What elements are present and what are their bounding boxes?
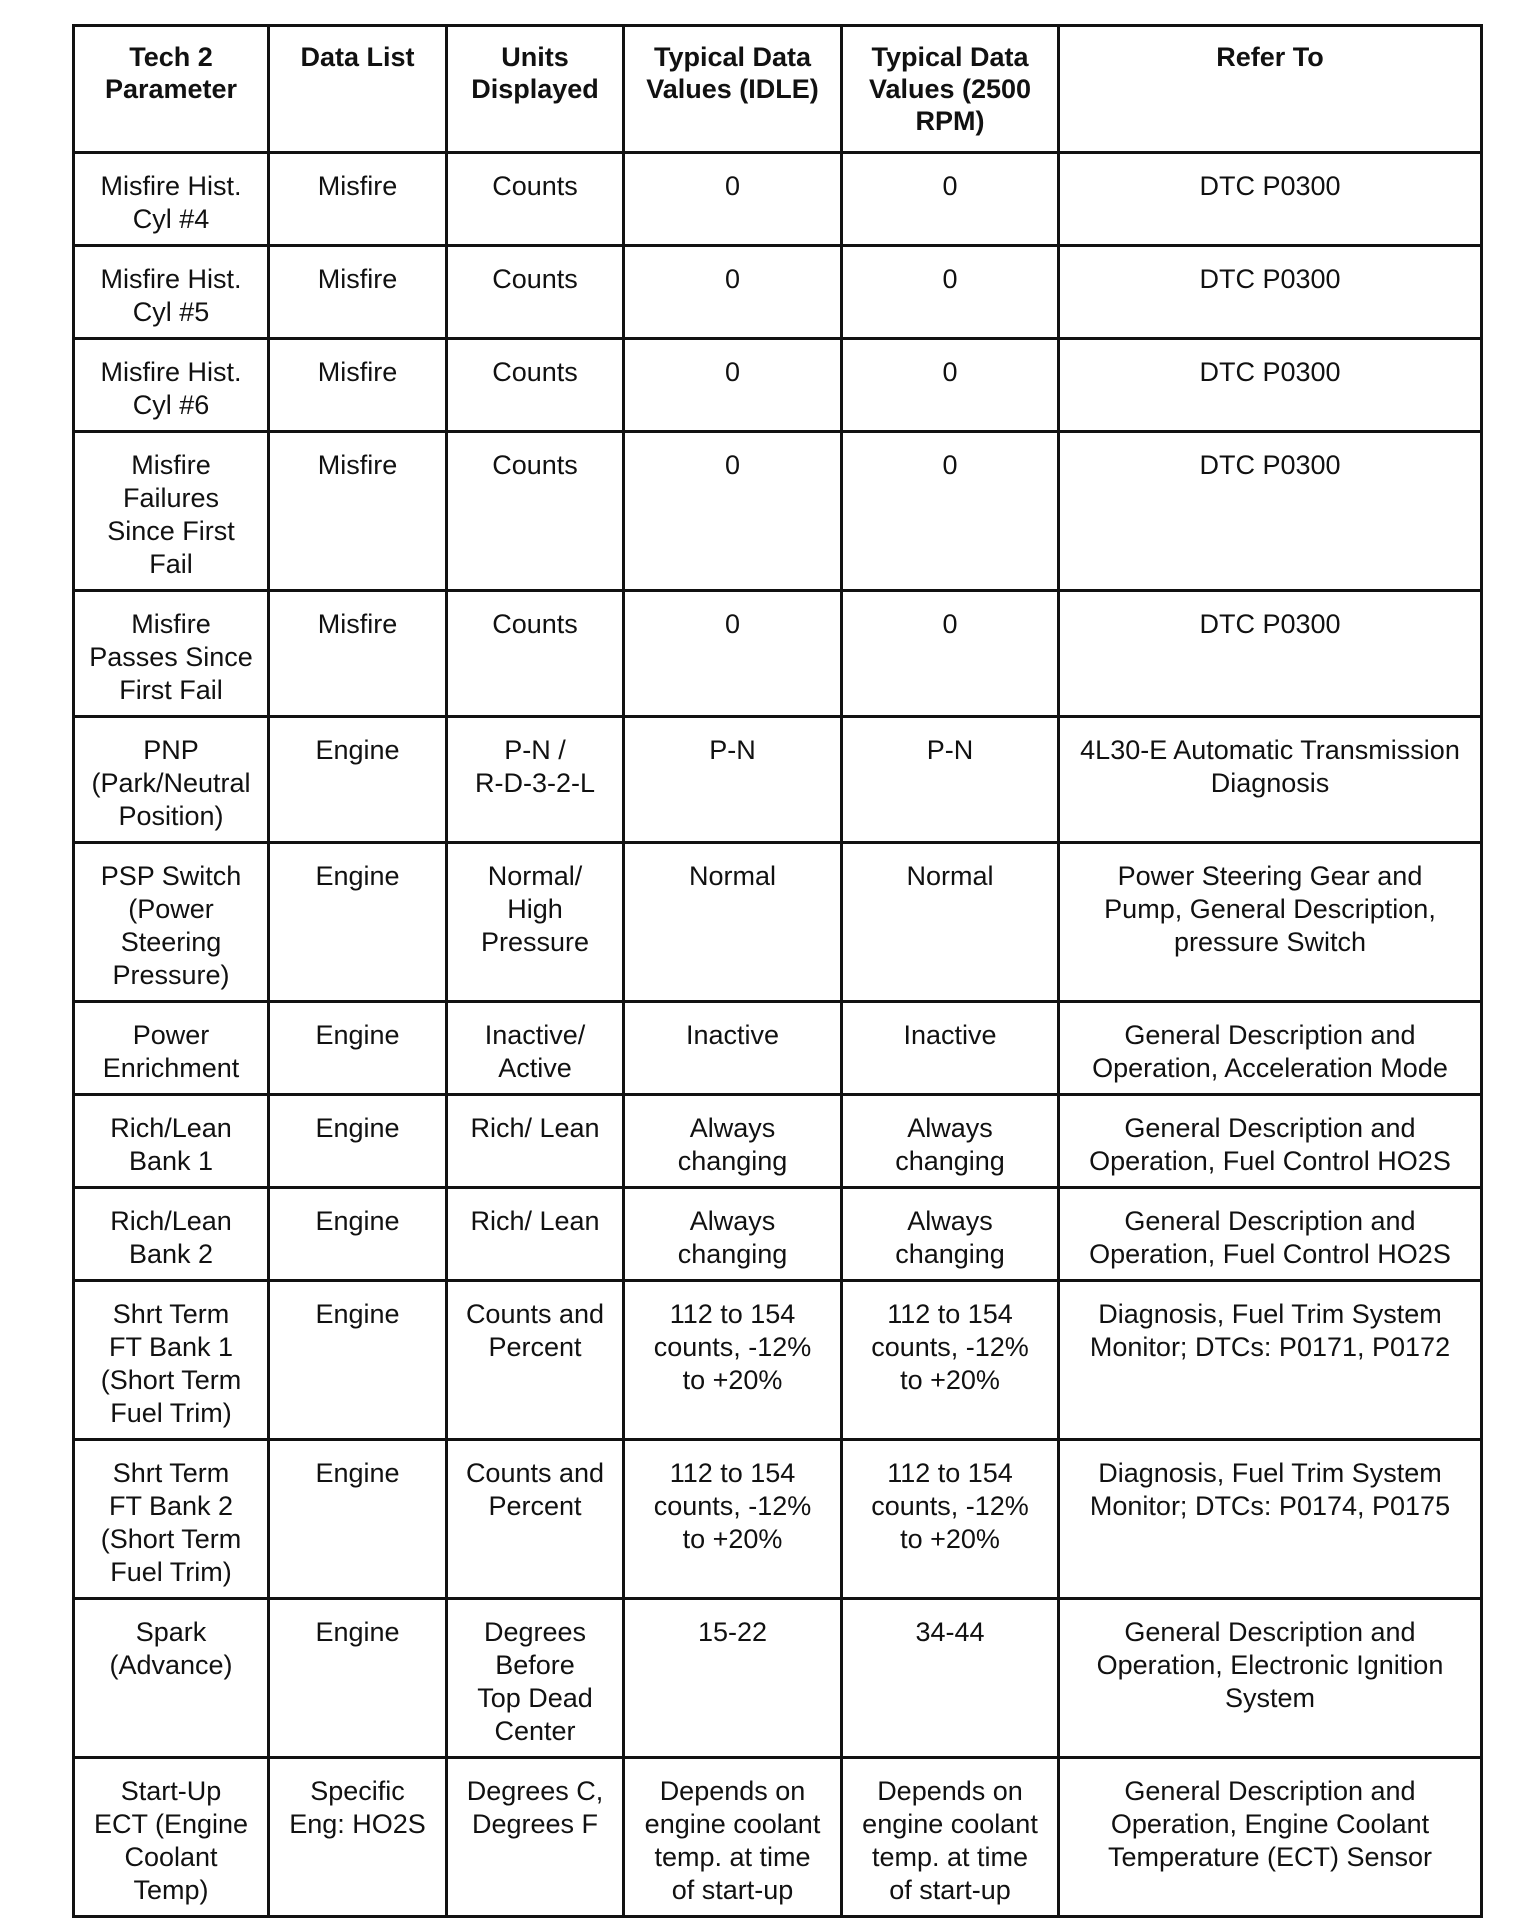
cell-units: Normal/ High Pressure [447, 843, 624, 1002]
cell-units: Counts [447, 591, 624, 717]
cell-2500rpm-value: 34-44 [842, 1599, 1059, 1758]
cell-parameter: Misfire Hist. Cyl #5 [74, 246, 269, 339]
cell-data-list: Specific Eng: HO2S [269, 1758, 447, 1917]
cell-data-list: Engine [269, 1188, 447, 1281]
table-row [74, 1002, 1482, 1095]
cell-parameter: Shrt Term FT Bank 2 (Short Term Fuel Trim) [74, 1440, 269, 1599]
cell-2500rpm-value: 0 [842, 153, 1059, 246]
table-row [74, 1281, 1482, 1440]
cell-parameter: Misfire Hist. Cyl #6 [74, 339, 269, 432]
header-typical-2500rpm: Typical Data Values (2500 RPM) [842, 26, 1059, 153]
cell-parameter: Rich/Lean Bank 2 [74, 1188, 269, 1281]
tech2-parameter-table [72, 24, 1483, 1918]
cell-idle-value: P-N [624, 717, 842, 843]
cell-parameter: Start-Up ECT (Engine Coolant Temp) [74, 1758, 269, 1917]
table-row [74, 1440, 1482, 1599]
cell-data-list: Engine [269, 1440, 447, 1599]
cell-refer-to: General Description and Operation, Acceleration Mode [1059, 1002, 1482, 1095]
header-row [74, 26, 1482, 153]
header-data-list: Data List [269, 26, 447, 153]
cell-refer-to: DTC P0300 [1059, 339, 1482, 432]
cell-2500rpm-value: 0 [842, 246, 1059, 339]
table-row [74, 1599, 1482, 1758]
cell-idle-value: 0 [624, 339, 842, 432]
cell-data-list: Misfire [269, 591, 447, 717]
cell-units: Inactive/ Active [447, 1002, 624, 1095]
cell-units: Counts [447, 339, 624, 432]
cell-2500rpm-value: Always changing [842, 1095, 1059, 1188]
cell-idle-value: 112 to 154 counts, -12% to +20% [624, 1440, 842, 1599]
cell-refer-to: 4L30-E Automatic Transmission Diagnosis [1059, 717, 1482, 843]
cell-refer-to: General Description and Operation, Fuel Control HO2S [1059, 1095, 1482, 1188]
cell-units: Degrees C, Degrees F [447, 1758, 624, 1917]
cell-data-list: Misfire [269, 153, 447, 246]
cell-data-list: Misfire [269, 432, 447, 591]
cell-2500rpm-value: 112 to 154 counts, -12% to +20% [842, 1281, 1059, 1440]
cell-units: Counts [447, 153, 624, 246]
cell-2500rpm-value: 0 [842, 339, 1059, 432]
cell-data-list: Engine [269, 717, 447, 843]
table-row [74, 1095, 1482, 1188]
cell-units: Counts and Percent [447, 1440, 624, 1599]
header-units-displayed: Units Displayed [447, 26, 624, 153]
cell-data-list: Engine [269, 1281, 447, 1440]
cell-data-list: Engine [269, 1599, 447, 1758]
cell-data-list: Engine [269, 843, 447, 1002]
cell-2500rpm-value: 0 [842, 591, 1059, 717]
cell-idle-value: Always changing [624, 1095, 842, 1188]
cell-parameter: Power Enrichment [74, 1002, 269, 1095]
table-row [74, 591, 1482, 717]
cell-idle-value: 112 to 154 counts, -12% to +20% [624, 1281, 842, 1440]
cell-parameter: Misfire Hist. Cyl #4 [74, 153, 269, 246]
cell-units: Degrees Before Top Dead Center [447, 1599, 624, 1758]
cell-idle-value: Always changing [624, 1188, 842, 1281]
header-refer-to: Refer To [1059, 26, 1482, 153]
cell-parameter: Misfire Failures Since First Fail [74, 432, 269, 591]
cell-units: Counts [447, 246, 624, 339]
cell-idle-value: 0 [624, 432, 842, 591]
table-row [74, 339, 1482, 432]
table-row [74, 1188, 1482, 1281]
cell-units: Rich/ Lean [447, 1188, 624, 1281]
cell-idle-value: 15-22 [624, 1599, 842, 1758]
cell-units: Rich/ Lean [447, 1095, 624, 1188]
cell-units: Counts [447, 432, 624, 591]
cell-idle-value: Inactive [624, 1002, 842, 1095]
table-row [74, 1758, 1482, 1917]
cell-refer-to: DTC P0300 [1059, 432, 1482, 591]
cell-data-list: Engine [269, 1002, 447, 1095]
cell-units: P-N / R-D-3-2-L [447, 717, 624, 843]
table-row [74, 432, 1482, 591]
cell-2500rpm-value: Always changing [842, 1188, 1059, 1281]
cell-parameter: Misfire Passes Since First Fail [74, 591, 269, 717]
cell-refer-to: General Description and Operation, Engine Coolant Temperature (ECT) Sensor [1059, 1758, 1482, 1917]
cell-2500rpm-value: P-N [842, 717, 1059, 843]
table-row [74, 246, 1482, 339]
cell-2500rpm-value: 112 to 154 counts, -12% to +20% [842, 1440, 1059, 1599]
cell-refer-to: Diagnosis, Fuel Trim System Monitor; DTCs: P0174, P0175 [1059, 1440, 1482, 1599]
cell-2500rpm-value: Normal [842, 843, 1059, 1002]
cell-parameter: Spark (Advance) [74, 1599, 269, 1758]
cell-2500rpm-value: Depends on engine coolant temp. at time of start-up [842, 1758, 1059, 1917]
cell-data-list: Misfire [269, 339, 447, 432]
cell-refer-to: General Description and Operation, Electronic Ignition System [1059, 1599, 1482, 1758]
cell-parameter: Shrt Term FT Bank 1 (Short Term Fuel Trim) [74, 1281, 269, 1440]
cell-refer-to: General Description and Operation, Fuel Control HO2S [1059, 1188, 1482, 1281]
header-typical-idle: Typical Data Values (IDLE) [624, 26, 842, 153]
cell-refer-to: DTC P0300 [1059, 591, 1482, 717]
cell-parameter: PSP Switch (Power Steering Pressure) [74, 843, 269, 1002]
cell-2500rpm-value: 0 [842, 432, 1059, 591]
cell-2500rpm-value: Inactive [842, 1002, 1059, 1095]
cell-parameter: Rich/Lean Bank 1 [74, 1095, 269, 1188]
cell-refer-to: Diagnosis, Fuel Trim System Monitor; DTCs: P0171, P0172 [1059, 1281, 1482, 1440]
cell-idle-value: 0 [624, 591, 842, 717]
header-tech2-parameter: Tech 2 Parameter [74, 26, 269, 153]
cell-refer-to: DTC P0300 [1059, 153, 1482, 246]
cell-idle-value: 0 [624, 246, 842, 339]
table-row [74, 153, 1482, 246]
cell-data-list: Engine [269, 1095, 447, 1188]
cell-data-list: Misfire [269, 246, 447, 339]
cell-refer-to: DTC P0300 [1059, 246, 1482, 339]
cell-refer-to: Power Steering Gear and Pump, General Description, pressure Switch [1059, 843, 1482, 1002]
cell-idle-value: Depends on engine coolant temp. at time of start-up [624, 1758, 842, 1917]
cell-idle-value: 0 [624, 153, 842, 246]
cell-parameter: PNP (Park/Neutral Position) [74, 717, 269, 843]
table-row [74, 843, 1482, 1002]
table-row [74, 717, 1482, 843]
cell-idle-value: Normal [624, 843, 842, 1002]
cell-units: Counts and Percent [447, 1281, 624, 1440]
